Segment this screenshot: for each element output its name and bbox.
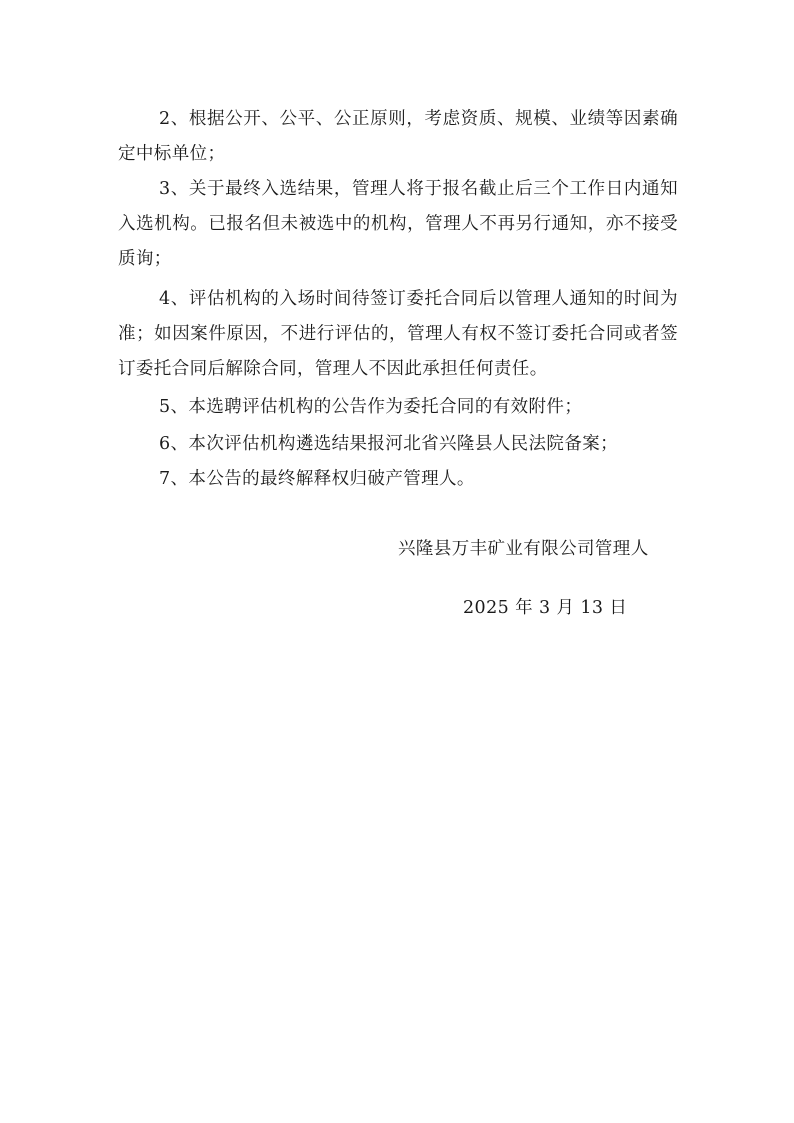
signature-organization: 兴隆县万丰矿业有限公司管理人: [398, 539, 649, 559]
signature-date: 2025 年 3 月 13 日: [463, 598, 628, 618]
clause-6-paragraph: 6、本次评估机构遴选结果报河北省兴隆县人民法院备案；: [159, 434, 619, 454]
clause-3-paragraph: 3、关于最终入选结果，管理人将于报名截止后三个工作日内通知入选机构。已报名但未被选中的机构，管理人不再另行通知，亦不接受质询；: [118, 179, 678, 269]
clause-5-paragraph: 5、本选聘评估机构的公告作为委托合同的有效附件；: [159, 397, 583, 417]
clause-7-paragraph: 7、本公告的最终解释权归破产管理人。: [159, 469, 475, 489]
clause-2-paragraph: 2、根据公开、公平、公正原则，考虑资质、规模、业绩等因素确定中标单位；: [118, 109, 678, 164]
clause-4-paragraph: 4、评估机构的入场时间待签订委托合同后以管理人通知的时间为准；如因案件原因，不进行评估的，管理人有权不签订委托合同或者签订委托合同后解除合同，管理人不因此承担任何责任。: [118, 289, 678, 379]
